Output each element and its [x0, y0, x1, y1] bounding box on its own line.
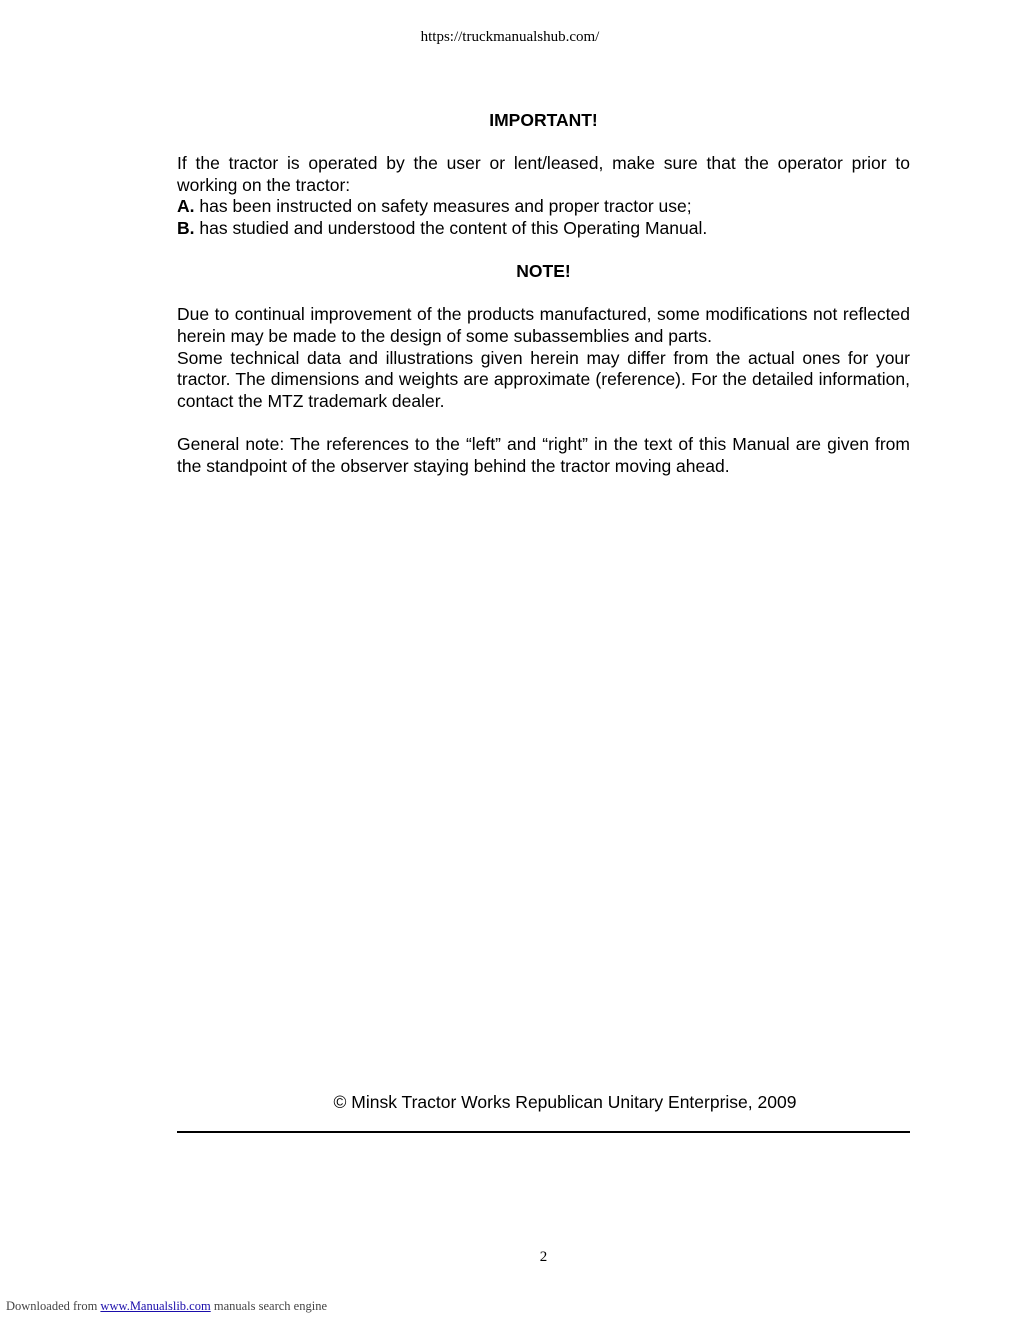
note-heading: NOTE! — [516, 261, 571, 282]
manualslib-link[interactable]: www.Manualslib.com — [100, 1299, 211, 1313]
important-intro: If the tractor is operated by the user or lent/leased, make sure that the operator prior to working on the tractor: — [177, 153, 910, 195]
copyright-line: © Minsk Tractor Works Republican Unitary Enterprise, 2009 — [333, 1092, 797, 1112]
list-item-text: has been instructed on safety measures and proper tractor use; — [194, 196, 692, 217]
list-item — [177, 218, 910, 240]
download-notice — [6, 1299, 327, 1314]
header-url: https://truckmanualshub.com/ — [420, 29, 600, 45]
list-item — [177, 196, 910, 218]
note-paragraph-2: Some technical data and illustrations given herein may differ from the actual ones for your tractor. The dimensions and weights are approximate (reference). For the detailed information, contact the MTZ trademark dealer. — [177, 347, 910, 411]
list-marker: A. — [177, 196, 195, 217]
footer-divider — [177, 1131, 910, 1133]
download-prefix: Downloaded from — [6, 1299, 101, 1313]
general-note: General note: The references to the “left” and “right” in the text of this Manual are given from the standpoint of the observer staying behind the tractor moving ahead. — [177, 433, 910, 476]
download-suffix: manuals search engine — [210, 1299, 327, 1313]
spacer — [177, 412, 910, 434]
document-body — [177, 110, 910, 477]
spacer — [177, 240, 910, 262]
important-heading: IMPORTANT! — [489, 110, 598, 130]
page-number: 2 — [539, 1249, 548, 1265]
list-item-text: has studied and understood the content of this Operating Manual. — [194, 217, 708, 238]
list-marker: B. — [177, 217, 195, 238]
note-paragraph-1: Due to continual improvement of the products manufactured, some modifications not reflected herein may be made to the design of some subassemblies and parts. — [177, 304, 910, 346]
